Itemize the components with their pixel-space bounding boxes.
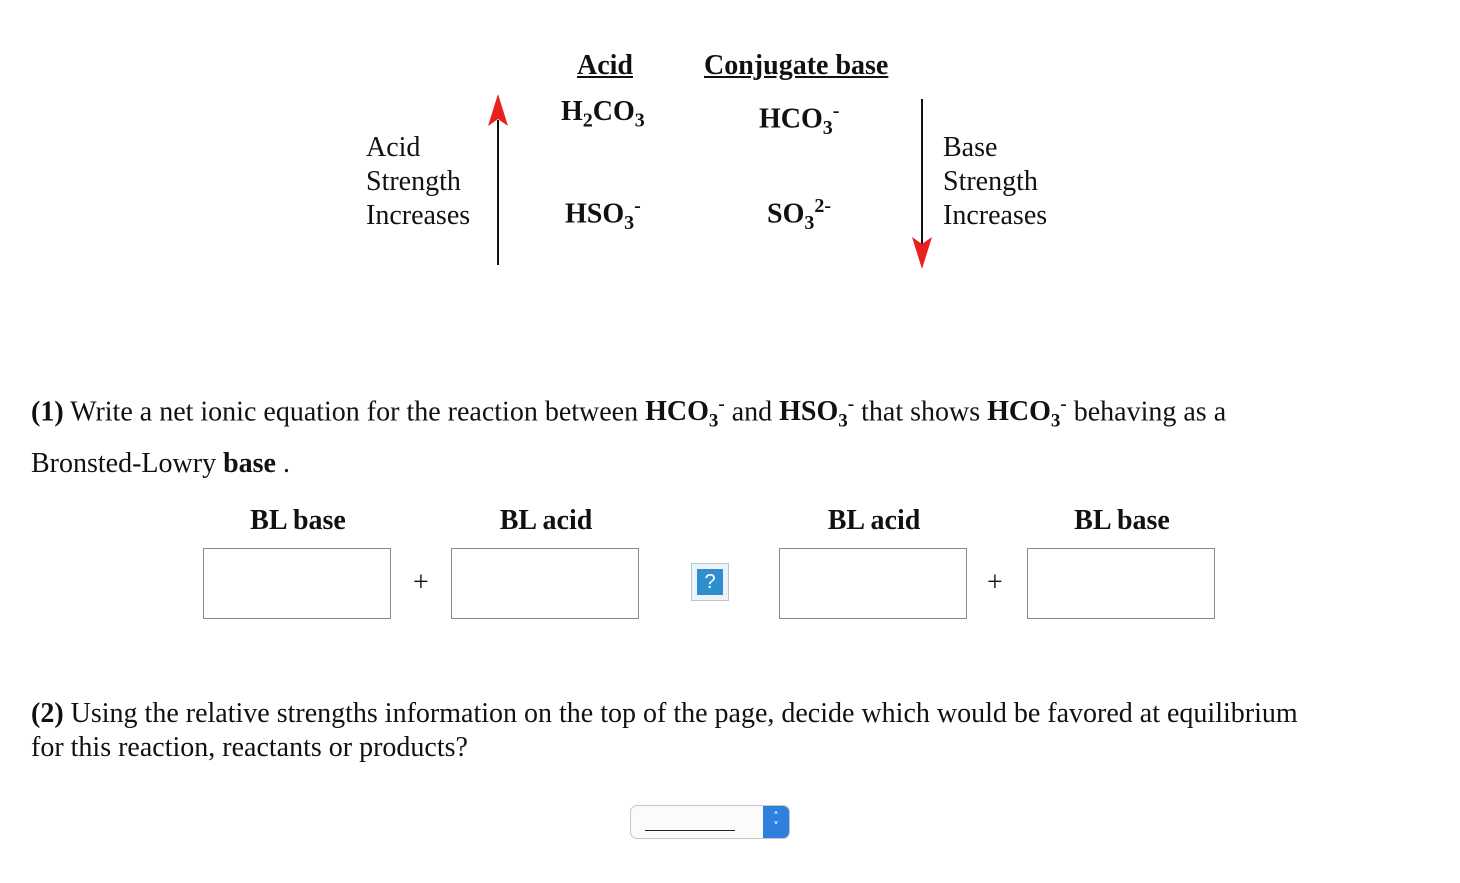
base-strength-down-arrow-icon	[908, 97, 936, 273]
equilibrium-favored-select[interactable]	[630, 805, 790, 839]
reaction-arrow-help-button[interactable]	[691, 563, 729, 601]
question-2-text: (2) Using the relative strengths information on the top of the page, decide which would be favored at equilibrium for this reaction, reactants or products?	[31, 698, 1298, 763]
acid-hso3: $HSO_3^-$	[565, 195, 641, 234]
question-mark-icon: ?	[697, 569, 723, 595]
bl-base-header-left: BL base	[250, 505, 346, 536]
product-plus-sign: +	[987, 567, 1003, 598]
acid-column-header: Acid	[577, 50, 633, 81]
product-bl-acid-input[interactable]	[779, 548, 967, 619]
reactant-bl-base-input[interactable]	[203, 548, 391, 619]
conjugate-base-column-header: Conjugate base	[704, 50, 889, 81]
acid-h2co3: $H_2CO_3$	[561, 96, 645, 132]
reactant-plus-sign: +	[413, 567, 429, 598]
acid-strength-up-arrow-icon	[484, 92, 512, 268]
acid-strength-label: Acid Strength Increases	[366, 132, 471, 231]
base-so3: $SO_3^{2-}$	[767, 195, 832, 234]
question-1-text: (1) Write a net ionic equation for the reaction between $HCO_3^-$ and $HSO_3^-$ that shows $HCO_3^-$ behaving as a Bronsted-Lowry base .	[31, 394, 1227, 479]
bl-acid-header-left: BL acid	[499, 505, 593, 536]
updown-chevron-icon: ˄ ˅	[763, 806, 789, 838]
base-strength-label: Base Strength Increases	[943, 132, 1048, 231]
bl-acid-header-right: BL acid	[827, 505, 921, 536]
product-bl-base-input[interactable]	[1027, 548, 1215, 619]
select-value	[645, 812, 735, 831]
base-hco3: $HCO_3^-$	[759, 100, 840, 139]
bl-base-header-right: BL base	[1074, 505, 1170, 536]
reactant-bl-acid-input[interactable]	[451, 548, 639, 619]
